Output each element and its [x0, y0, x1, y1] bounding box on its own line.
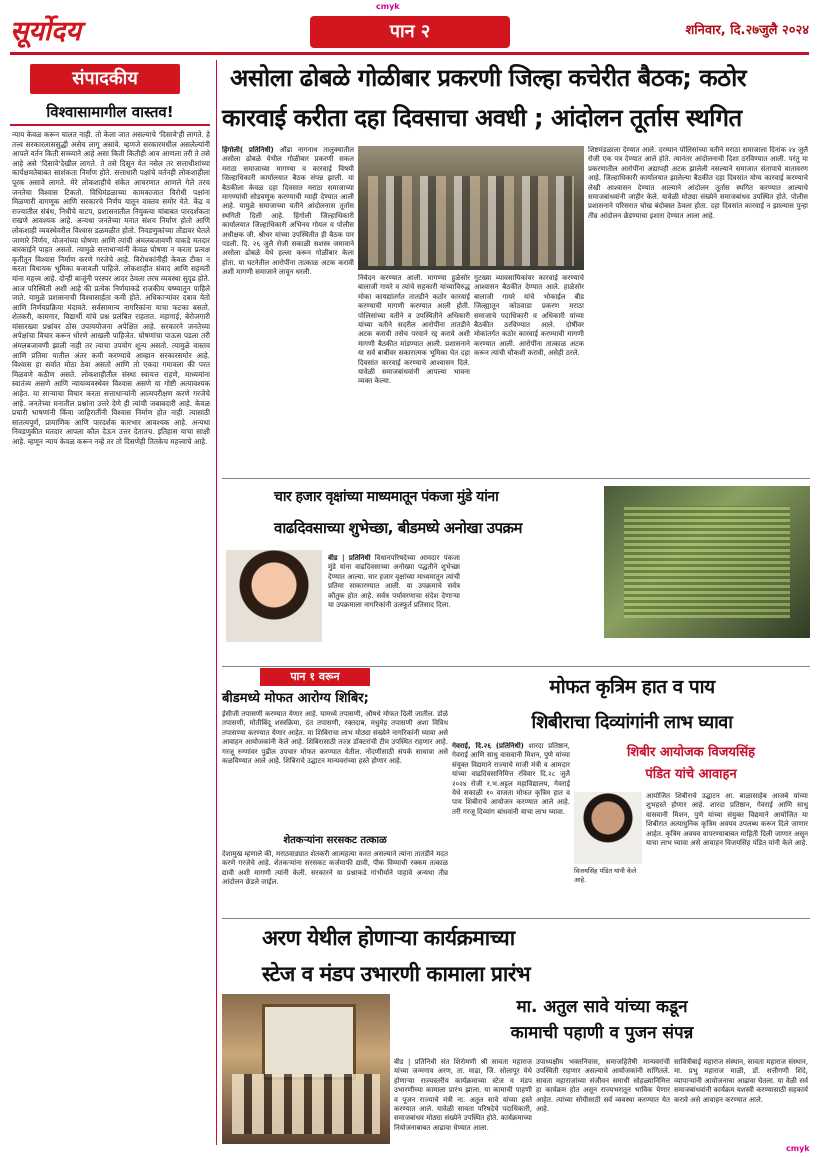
editorial-body: न्याय केवळ करून चालत नाही. तो केला जात असल्याचे 'दिसावे'ही लागते. हे तत्त्व सरकारलाससुद्धी असेच लागू असावे. म्हणजे सरकारमधील असलेल्यांनी आपले वर्तन किती सच्च्याने आहे असा किती कितीही आव आणला तरी ते तसे आहे असे 'दिसावे'देखील लागते. ते तसे दिसून येत नसेल तर सत्ताधीशांच्या कार्यक्षमतेबाबत साशंकता निर्माण होते. सत्ताधारी पक्षांचे वर्तनही लोकशाहीला पूरक असावे लागते. मेरे लोकशाहीचे संकेत आचरणात आणले गेले तरच जनतेचा विश्वास टिकतो. विधिमंडळाच्या कामकाजात विरोधी पक्षांना मिळणारी वागणूक आणि सरकारचे निर्णय यातून वास्तव समोर येते. केंद्र व राज्यातील संबंध, निधीचे वाटप, प्रशासनातील नियुक्त्या यांबाबत पारदर्शकता राखणे आवश्यक आहे. अन्यथा जनतेच्या मनात संशय निर्माण होतो आणि लोकशाही व्यवस्थेवरील विश्वास डळमळीत होतो. निवडणुकांच्या तोंडावर घेतले जाणारे निर्णय, योजनांच्या घोषणा आणि त्यांची अंमलबजावणी याकडे मतदार बारकाईने पाहत असतो. त्यामुळे सत्ताधाऱ्यांनी केवळ घोषणा न करता प्रत्यक्ष कृतीतून विश्वास निर्माण करणे गरजेचे आहे. विरोधकांनीही केवळ टीका न करता विधायक भूमिका बजावली पाहिजे. लोकशाहीत संवाद आणि सहमती यांना महत्त्व आहे. दोन्ही बाजूंनी परस्पर आदर ठेवला तरच व्यवस्था सुदृढ होते. आज परिस्थिती अशी आहे की प्रत्येक निर्णयाकडे राजकीय चष्म्यातून पाहिले जाते. यामुळे प्रशासनाची विश्वासार्हता कमी होते. अधिकाऱ्यांवर दबाव येतो आणि निर्णयप्रक्रिया मंदावते. सर्वसामान्य नागरिकांना याचा फटका बसतो. शेतकरी, कामगार, विद्यार्थी यांचे प्रश्न प्रलंबित राहतात. महागाई, बेरोजगारी यांसारख्या प्रश्नांवर ठोस उपाययोजना अपेक्षित आहे. सरकारने जनतेच्या अपेक्षांचा विचार करून धोरणे आखली पाहिजेत. घोषणांचा पाऊस पडला तरी अंमलबजावणी झाली नाही तर त्याचा उपयोग शून्य असतो. त्यामुळे वास्तव आणि प्रतिमा यातील अंतर कमी करण्याचे आव्हान सरकारसमोर आहे. विश्वास हा सर्वात मोठा ठेवा असतो आणि तो एकदा गमावला की परत मिळवणे कठीण असते. लोकशाहीतील संस्था स्वायत्त राहणे, माध्यमांना स्वातंत्र्य असणे आणि न्यायव्यवस्थेवर विश्वास असणे या गोष्टी अत्यावश्यक आहेत. या साऱ्याचा विचार करता सत्ताधाऱ्यांनी आत्मपरीक्षण करणे गरजेचे आहे. जनतेच्या मनातील प्रश्नांना उत्तरे देणे ही त्यांची जबाबदारी आहे. केवळ प्रचारी भाषणांनी किंवा जाहिरातींनी विश्वास निर्माण होत नाही. त्यासाठी सातत्यपूर्ण, प्रामाणिक आणि पारदर्शक कारभार आवश्यक आहे. अन्यथा निवडणुकीत मतदार आपला कौल देऊन उत्तर देतातच. इतिहास याचा साक्षी आहे. म्हणून न्याय केवळ करून नव्हे तर तो दिसणेही तितकेच महत्त्वाचे आहे.: [12, 130, 210, 446]
tree-portrait-photo: [604, 486, 810, 638]
divider: [222, 666, 810, 667]
photo-people-shape: [368, 176, 574, 266]
lead-headline-block: [222, 60, 810, 142]
camp-headline-line-2: शिबीराचा दिव्यांगांनी लाभ घ्यावा: [531, 712, 733, 733]
aran-headline-block: [222, 920, 810, 992]
lead-headline-line-1: असोला ढोबळे गोळीबार प्रकरणी जिल्हा कचेरीत बैठक; कठोर: [230, 64, 747, 92]
aran-subhead: [394, 994, 810, 1056]
vijaysingh-portrait: [574, 792, 642, 864]
camp-dateline: गेवराई, दि.२६ (प्रतिनिधी): [452, 742, 524, 750]
camp-box-title: [574, 742, 808, 790]
masthead: [10, 12, 809, 55]
pankaja-dateline: बीड | प्रतिनिधी: [328, 554, 371, 562]
continuation-body-2: देशामुख म्हणाले की, मराठवाड्यात शेतकरी आत्महत्या करत असल्याने त्यांना तातडीने मदत करणे गरजेचे आहे. शेतकऱ्यांना सरसकट कर्जमाफी द्यावी, पीक विम्याची रक्कम तत्काळ द्यावी अशी मागणी त्यांनी केली. सरकारने या प्रश्नाकडे गांभीर्याने पाहावे अन्यथा तीव्र आंदोलन छेडले जाईल.: [222, 850, 448, 887]
pankaja-body-left: [328, 554, 460, 664]
camp-box-title-line-1: शिबीर आयोजक विजयसिंह: [626, 745, 756, 760]
aran-photo: [222, 994, 390, 1144]
aran-body: बीड | प्रतिनिधी संत शिरोमणी श्री सावता महाराज यांच्या जन्मगाव अरण, ता. माढा, जि. सोलापूर येथे होणाऱ्या राज्यस्तरीय कार्यक्रमाच्या स्टेज व मंडप उभारणीच्या कामाला प्रारंभ झाला. या कामाची पाहणी व पूजन राज्याचे मंत्री ना. अतुल सावे यांच्या हस्ते करण्यात आले. यावेळी सावता परिषदेचे पदाधिकारी, समाजबांधव मोठ्या संख्येने उपस्थित होते. कार्यक्रमाच्या नियोजनाबाबत आढावा घेण्यात आला.: [394, 1058, 532, 1132]
aran-subhead-line-1: मा. अतुल सावे यांच्या कडून: [516, 997, 688, 1017]
camp-headline-block: [452, 670, 810, 740]
aran-headline-line-1: अरण येथील होणाऱ्या कार्यक्रमाच्या: [262, 926, 515, 950]
aran-body-right: उपाध्यक्षीय भक्तनिवास, समाजहितैषी मान्यवरांची उपस्थिती राहणार असल्याचे आयोजकांनी सांगितले. सावता महाराजांच्या संजीवन समाधी सोहळ्यानिमित्त हा कार्यक्रम होत असून राज्यभरातून भाविक येणार आहेत. त्यांच्या सोयीसाठी सर्व व्यवस्था करण्यात येत आहे.: [536, 1058, 670, 1114]
lead-headline-line-2: कारवाई करीता दहा दिवसाचा अवधी ; आंदोलन तूर्तास स्थगित: [222, 104, 742, 132]
pankaja-portrait: [226, 550, 322, 642]
lead-photo: [358, 146, 584, 270]
aran-body-far: सावित्रीबाई महाराज संस्थान, सावता महाराज संस्थान, मा. प्रभु महाराज माळी, डॉ. सत्तीगणी शिंदे, व्यापाऱ्यांनी आयोजनाचा आढावा घेतला. या वेळी सर्व समाजबांधवांनी कार्यक्रम यशस्वी करण्यासाठी सहकार्य करावे असे आवाहन करण्यात आले.: [674, 1058, 808, 1104]
aran-headline-line-2: स्टेज व मंडप उभारणी कामाला प्रारंभ: [262, 962, 531, 986]
camp-body: [452, 742, 570, 912]
shrine-shape: [262, 1004, 356, 1080]
pankaja-body-text: विधानपरिषदेच्या आमदार पंकजा मुंडे यांना वाढदिवसाच्या अनोख्या पद्धतीने शुभेच्छा देण्यात आल्या. चार हजार वृक्षांच्या माध्यमातून त्यांची प्रतिमा साकारण्यात आली. या उपक्रमाचे सर्वत्र कौतुक होत आहे. सर्वत्र पर्यावरणाचा संदेश देणाऱ्या या उपक्रमाला नागरिकांनी उत्स्फूर्त प्रतिसाद दिला.: [328, 554, 460, 610]
issue-date: शनिवार, दि.२७जुलै २०२४: [685, 23, 809, 38]
lead-body-far: शिष्टमंडळाला देण्यात आले. दरम्यान पोलिसांच्या वतीने मराठा समाजाला दिनांक २४ जुलै रोजी एक पत्र देण्यात आले होते. त्यानंतर आंदोलनाची दिशा ठरविण्यात आली. परंतु या प्रकरणातील आरोपींना अद्यापही अटक झालेली नसल्याने समाजात संतापाचे वातावरण आहे. जिल्हाधिकारी कार्यालयात झालेल्या बैठकीत दहा दिवसांत योग्य कारवाई करण्याचे लेखी आश्वासन देण्यात आल्याने आंदोलन तूर्तास स्थगित करण्यात आल्याचे समाजबांधवांनी जाहीर केले. यावेळी मोठ्या संख्येने समाजबांधव उपस्थित होते. पोलीस प्रशासनाने परिसरात चोख बंदोबस्त ठेवला होता. दहा दिवसांत कारवाई न झाल्यास पुन्हा तीव्र आंदोलन छेडण्याचा इशारा देण्यात आला आहे.: [588, 146, 808, 220]
cmyk-mark-top: cmyk: [376, 2, 400, 11]
editorial-tag: संपादकीय: [30, 64, 180, 94]
newspaper-logo: सूर्योदय: [10, 16, 81, 47]
camp-box-body: आयोजित शिबीराचे उद्घाटन आ. बाळासाहेब आजबे यांच्या शुभहस्ते होणार आहे. शारदा प्रतिष्ठान, गेवराई आणि साधु वासवानी मिशन, पुणे यांच्या संयुक्त विद्यमाने आयोजित या शिबीरात अत्याधुनिक कृत्रिम अवयव उपलब्ध करून दिले जाणार आहेत. कृत्रिम अवयव वापरण्याबाबत माहिती दिली जाणार असून याचा लाभ घ्यावा असे आवाहन विजयसिंह पंडित यांनी केले आहे.: [646, 792, 808, 848]
page-number-box: पान २: [310, 16, 510, 48]
camp-headline-line-1: मोफत कृत्रिम हात व पाय: [549, 676, 715, 698]
vijaysingh-caption: विजयसिंह पंडित यांनी केले आहे.: [574, 867, 637, 884]
pankaja-headline-block: [222, 482, 600, 552]
continuation-tag: पान १ वरून: [260, 668, 370, 686]
aran-subhead-line-2: कामाची पहाणी व पुजन संपन्न: [510, 1023, 694, 1043]
lead-body-left-text: औंढा नागनाथ तालुक्यातील असोला ढोबळे येथील गोळीबार प्रकरणी सकल मराठा समाजाच्या मागण्या व कारवाई विषयी जिल्हाधिकारी कार्यालयात बैठक संपन्न झाली. या बैठकीला केवळ दहा दिवसात मराठा समाजाच्या मागण्यांची सोडवणूक करण्याची ग्वाही देण्यात आली आहे. यामुळे समाजाच्या वतीने आंदोलनास तूर्तास स्थगिती दिली आहे. हिंगोली जिल्हाधिकारी कार्यालयात जिल्हाधिकारी अभिनव गोयल व पोलीस अधीक्षक जी. श्रीधर यांच्या उपस्थितीत ही बैठक पार पडली. दि. २६ जुलै रोजी सकाळी सशस्त्र जमावाने असोला ढोबळे येथे हल्ला करून गोळीबार केला होता. या घटनेतील आरोपींना तात्काळ अटक करावी अशी मागणी समाजाने लावून धरली.: [222, 146, 354, 277]
divider: [222, 918, 810, 919]
people-shape: [232, 1074, 380, 1134]
camp-body-text: शारदा प्रतिष्ठान, गेवराई आणि साधु वासवानी मिशन, पुणे यांच्या संयुक्त विद्यमाने राज्याचे माजी मंत्री व आमदार यांच्या वाढदिवसानिमित्त रविवार दि.२८ जुलै २०२४ रोजी र.भ.अट्टल महाविद्यालय, गेवराई येथे सकाळी १० वाजता मोफत कृत्रिम हात व पाय शिबीराचे आयोजन करण्यात आले आहे. तरी गरजू दिव्यांग बांधवांनी याचा लाभ घ्यावा.: [452, 742, 570, 816]
continuation-subhead: शेतकऱ्यांना सरसकट तत्काळ: [283, 835, 387, 846]
pankaja-headline-line-2: वाढदिवसाच्या शुभेच्छा, बीडमध्ये अनोखा उपक्रम: [274, 519, 523, 537]
lead-body-mid: निवेदन करण्यात आली. मागण्या हुळेसोर बालाजी गायरे व त्यांचे सहकारी यांच्याविरुद्ध मोका कायद्यांतर्गत तातडीने कठोर कारवाई करण्याची मागणी करण्यात आली होती. पोलिसांच्या वतीने व उपस्थितीने अधिकारी यांच्या वतीने सदरील आरोपींना तातडीने अटक करावी तसेच परवाने रद्द करावे अशी मागणी बैठकीत मांडण्यात आली. प्रशासनाने या सर्व बाबींवर सकारात्मक भूमिका घेत दहा दिवसांत कारवाई करण्याचे आश्वासन दिले. यावेळी समाजबांधवांनी आपल्या भावना व्यक्त केल्या.: [358, 274, 470, 386]
divider: [222, 478, 810, 479]
lead-body-right: गुटख्या व्यावसायिकांवर कारवाई करण्याचे आश्वासन बैठकीत देण्यात आले. हाळेसोर बालाजी गायरे यांचे भोकाईल बीड जिल्ह्यातून कोठवाडा प्रकरण मराठा समाजाचे पदाधिकारी व अधिकारी यांच्या बैठकीत ठरविण्यात आले. दोषींवर मोकांतर्गत कठोर कारवाई करण्याची मागणी करण्यात आली. आरोपींना तात्काळ अटक करून त्यांची चौकशी करावी, असेही ठरले.: [474, 274, 584, 358]
lead-body-left: [222, 146, 354, 476]
editorial-column: [10, 60, 217, 1145]
continuation-headline: बीडमध्ये मोफत आरोग्य शिबिर;: [222, 691, 369, 706]
lead-dateline: हिंगोली( प्रतिनिधी): [222, 146, 274, 154]
cmyk-mark-bottom: cmyk: [786, 1144, 810, 1153]
camp-box-title-line-2: पंडित यांचे आवाहन: [645, 767, 737, 782]
pankaja-headline-line-1: चार हजार वृक्षांच्या माध्यमातून पंकजा मुंडे यांना: [274, 489, 499, 505]
continuation-body: ईसीजी तपासणी करण्यात येणार आहे. यामध्ये तपासणी, औषधे मोफत दिली जातील. डोळे तपासणी, मोतीबिंदू शस्त्रक्रिया, दंत तपासणी, रक्तदाब, मधुमेह तपासणी अशा विविध तपासण्या करण्यात येणार आहेत. या शिबिराचा लाभ मोठ्या संख्येने नागरिकांनी घ्यावा असे आवाहन आयोजकांनी केले आहे. शिबिरासाठी तज्ज्ञ डॉक्टरांची टीम उपस्थित राहणार आहे. गरजू रुग्णांवर पुढील उपचार मोफत करण्यात येतील. नोंदणीसाठी संपर्क साधावा असे कळविण्यात आले आहे. शिबिराचे उद्घाटन मान्यवरांच्या हस्ते होणार आहे.: [222, 710, 448, 766]
tree-pattern-shape: [624, 506, 790, 618]
editorial-headline: विश्वासामागील वास्तव!: [10, 102, 210, 126]
